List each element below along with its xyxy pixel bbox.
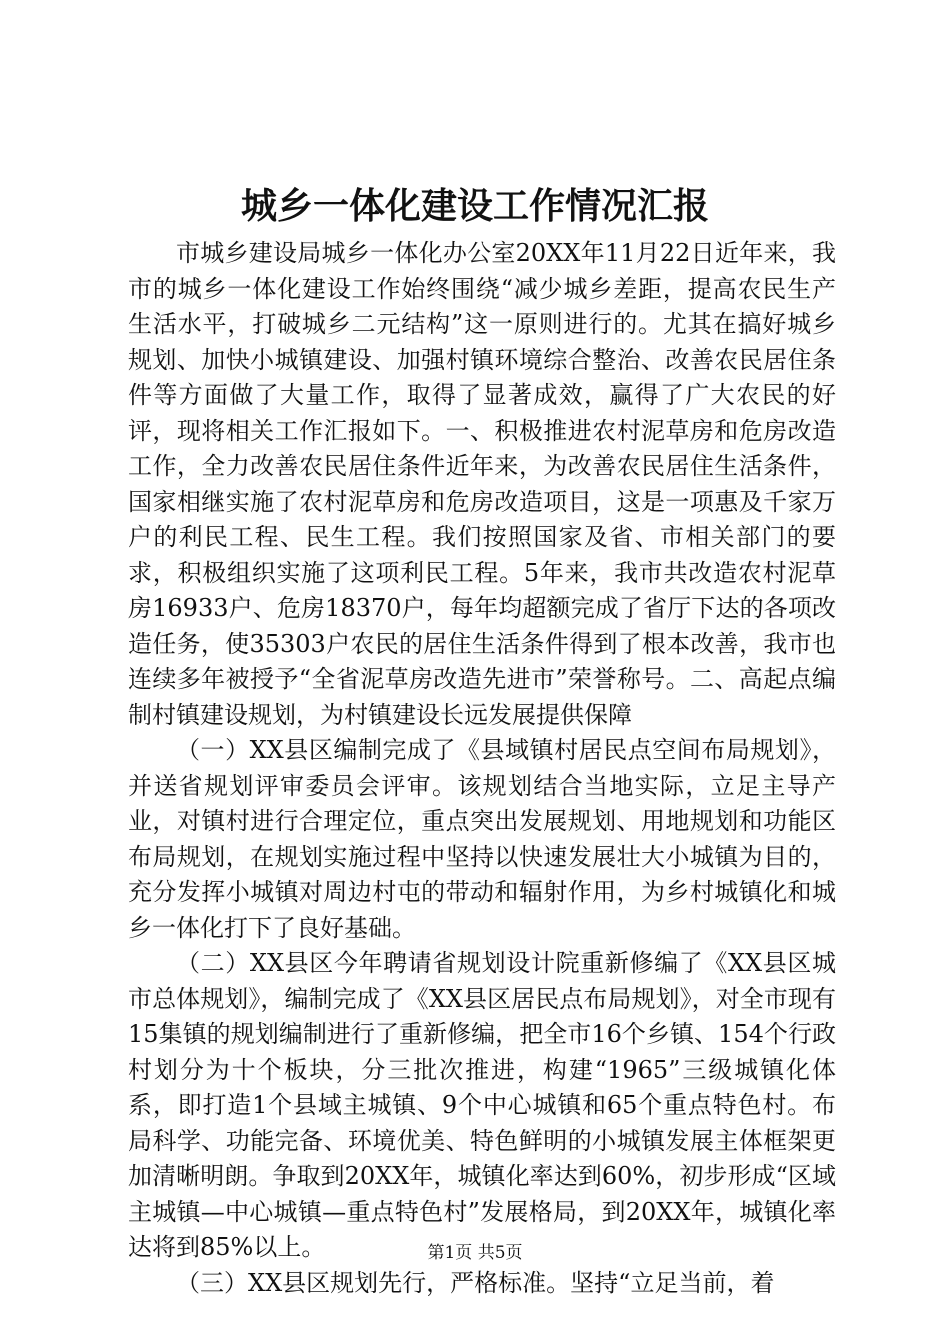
document-body xyxy=(128,236,836,1301)
paragraph: （三）XX县区规划先行，严格标准。坚持“立足当前，着 xyxy=(176,1268,775,1297)
document-title: 城乡一体化建设工作情况汇报 xyxy=(240,185,709,227)
paragraph: （二）XX县区今年聘请省规划设计院重新修编了《XX县区城市总体规划》，编制完成了《XX县区居民点布局规划》，对全市现有15集镇的规划编制进行了重新修编，把全市16个乡镇、154个行政村划分为十个板块，分三批次推进，构建“1965”三级城镇化体系，即打造1个县域主城镇、9个中心城镇和65个重点特色村。布局科学、功能完备、环境优美、特色鲜明的小城镇发展主体框架更加清晰明朗。争取到20XX年，城镇化率达到60%，初步形成“区域主城镇—中心城镇—重点特色村”发展格局，到20XX年，城镇化率达将到85%以上。 xyxy=(128,949,836,1261)
paragraph: 市城乡建设局城乡一体化办公室20XX年11月22日近年来，我市的城乡一体化建设工作始终围绕“减少城乡差距，提高农民生产生活水平，打破城乡二元结构”这一原则进行的。尤其在搞好城乡规划、加快小城镇建设、加强村镇环境综合整治、改善农民居住条件等方面做了大量工作，取得了显著成效，赢得了广大农民的好评，现将相关工作汇报如下。一、积极推进农村泥草房和危房改造工作，全力改善农民居住条件近年来，为改善农民居住生活条件，国家相继实施了农村泥草房和危房改造项目，这是一项惠及千家万户的利民工程、民生工程。我们按照国家及省、市相关部门的要求，积极组织实施了这项利民工程。5年来，我市共改造农村泥草房16933户、危房18370户，每年均超额完成了省厅下达的各项改造任务，使35303户农民的居住生活条件得到了根本改善，我市也连续多年被授予“全省泥草房改造先进市”荣誉称号。二、高起点编制村镇建设规划，为村镇建设长远发展提供保障 xyxy=(128,239,836,729)
paragraph: （一）XX县区编制完成了《县域镇村居民点空间布局规划》，并送省规划评审委员会评审。该规划结合当地实际，立足主导产业，对镇村进行合理定位，重点突出发展规划、用地规划和功能区布局规划，在规划实施过程中坚持以快速发展壮大小城镇为目的，充分发挥小城镇对周边村屯的带动和辐射作用，为乡村城镇化和城乡一体化打下了良好基础。 xyxy=(128,736,836,942)
page-footer: 第1页 共5页 xyxy=(427,1243,523,1263)
